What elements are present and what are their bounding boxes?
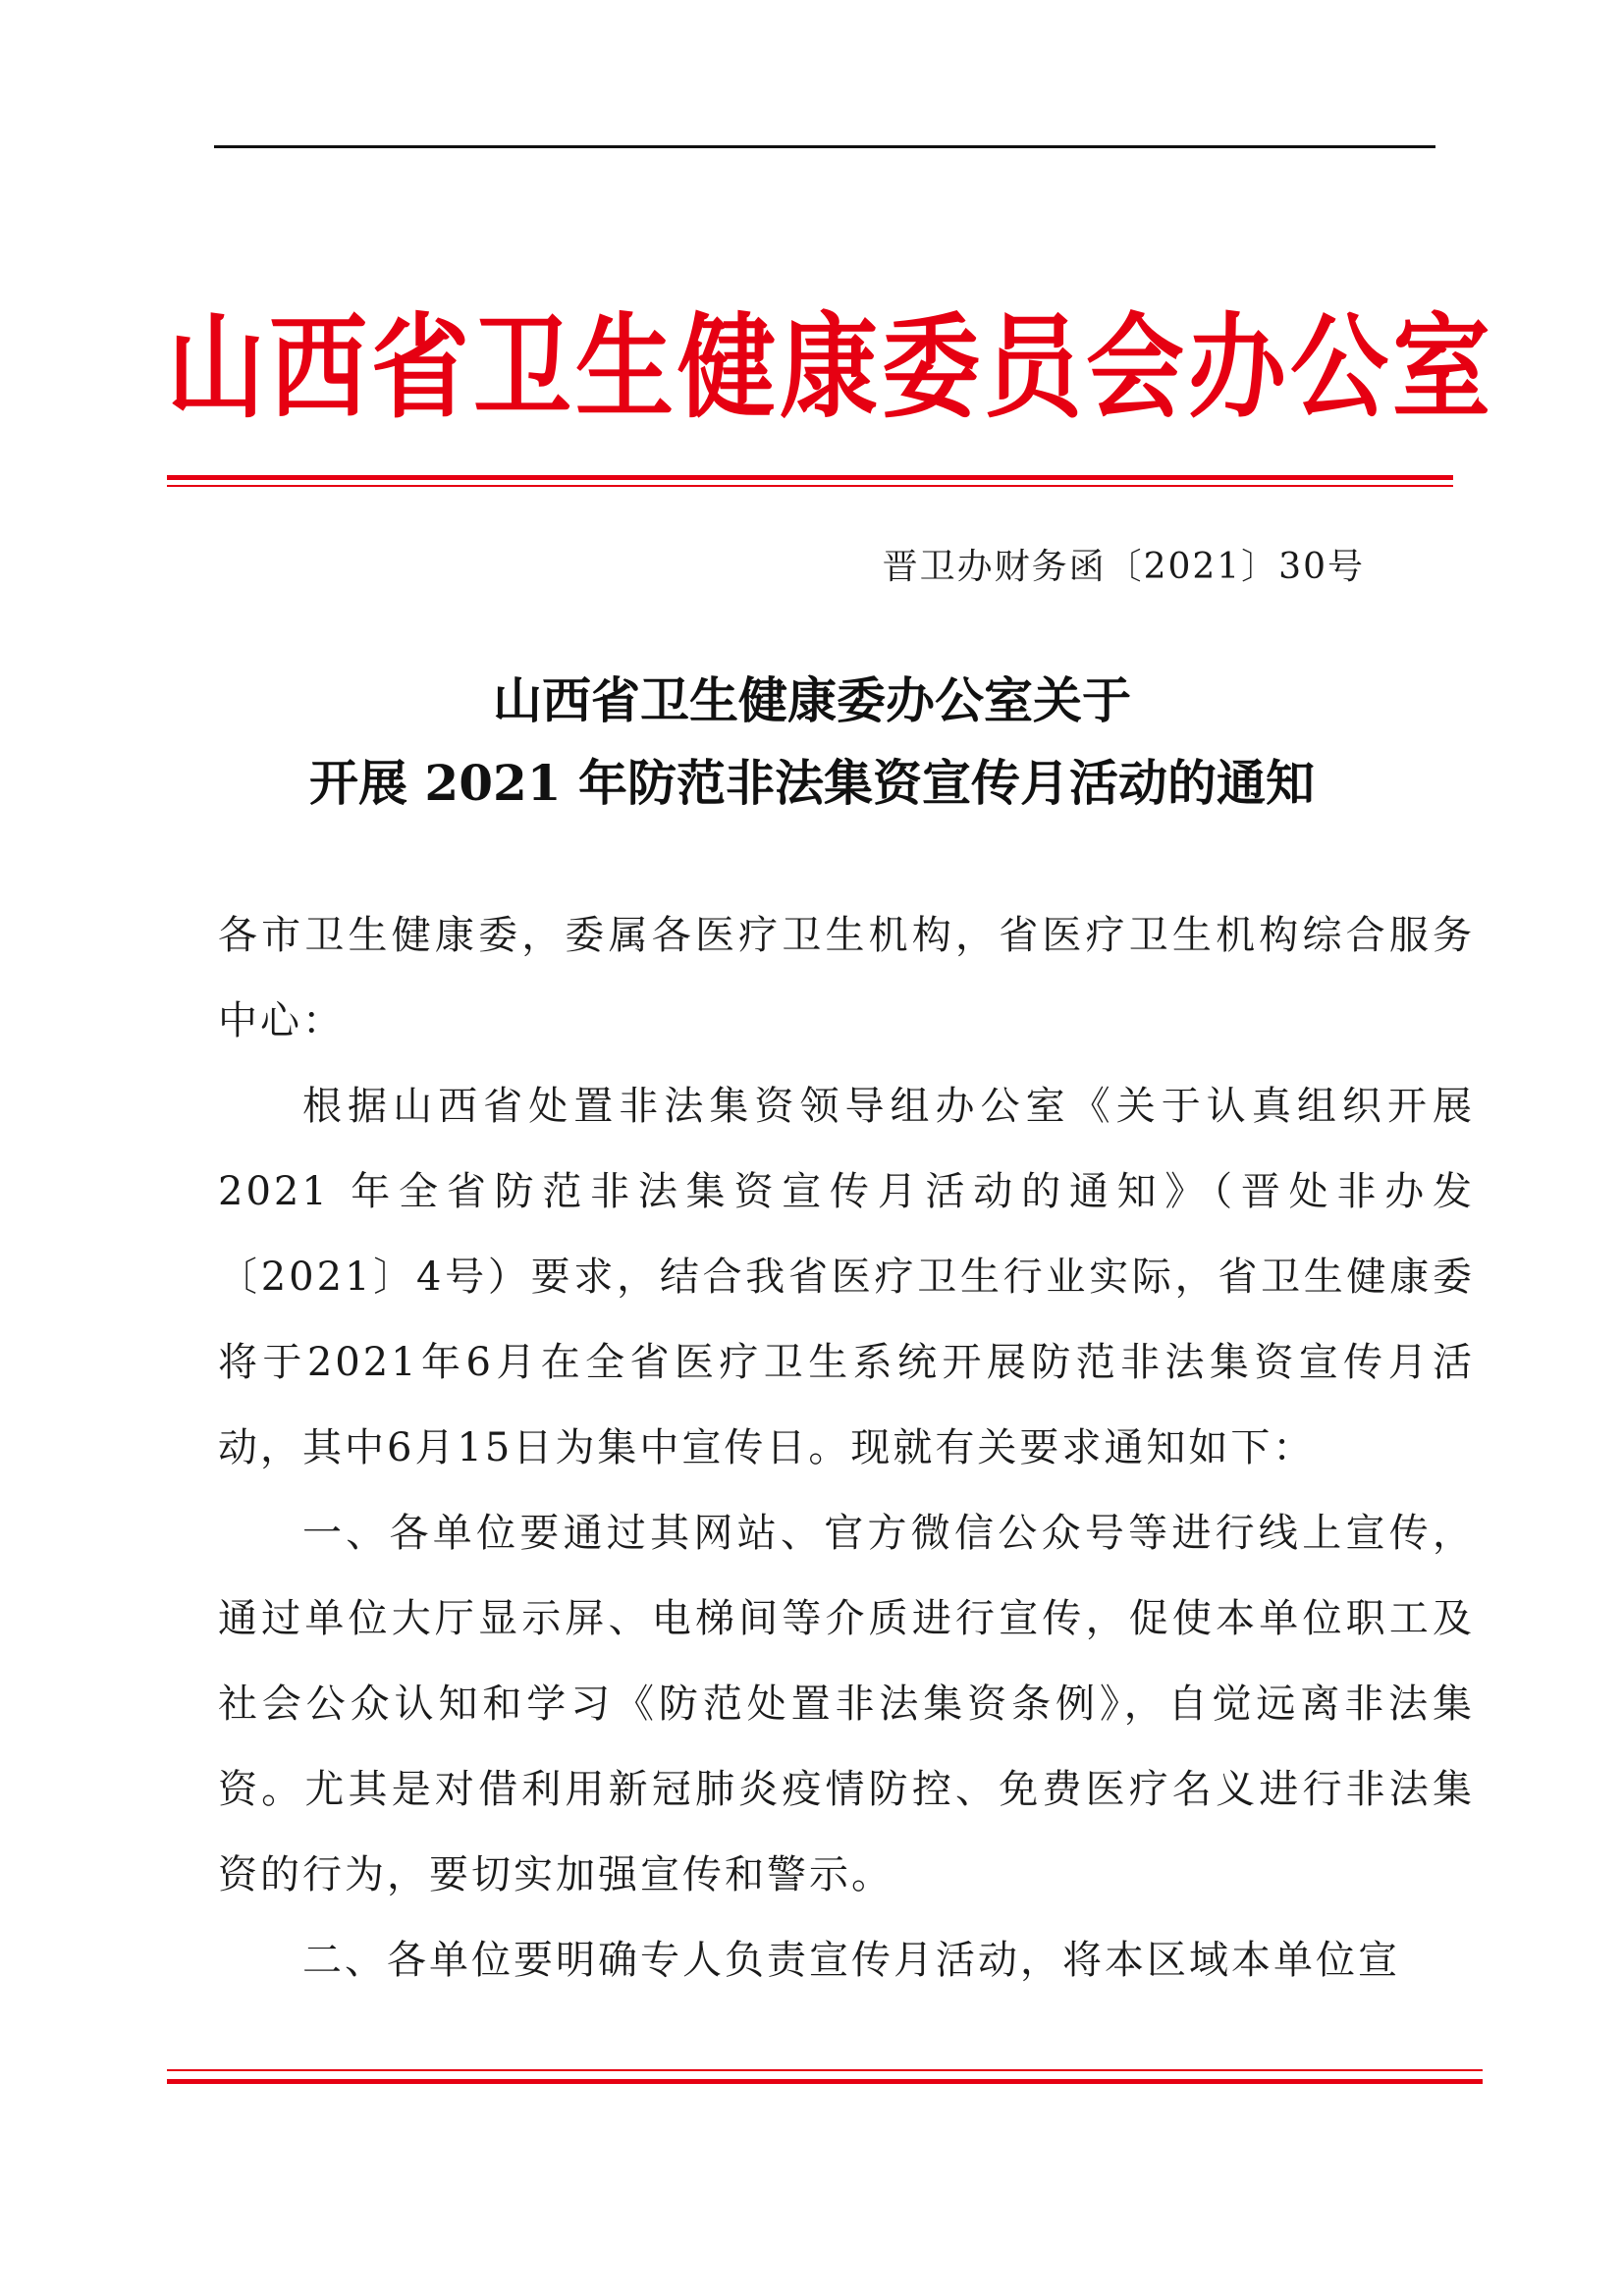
footer-red-rule-thick xyxy=(167,2079,1483,2084)
issuing-authority-header: 山西省卫生健康委员会办公室 xyxy=(167,301,1494,434)
body-paragraph-1: 根据山西省处置非法集资领导组办公室《关于认真组织开展2021 年全省防范非法集资宣传月活动的通知》（晋处非办发〔2021〕4号）要求，结合我省医疗卫生行业实际，省卫生健康委将于2021年6月在全省医疗卫生系统开展防范非法集资宣传月活动，其中6月15日为集中宣传日。现就有关要求通知如下： xyxy=(218,1084,1475,1470)
recipients-paragraph: 各市卫生健康委，委属各医疗卫生机构，省医疗卫生机构综合服务中心： xyxy=(218,913,1475,1043)
document-title xyxy=(118,660,1506,825)
body-paragraph-3: 二、各单位要明确专人负责宣传月活动，将本区域本单位宣 xyxy=(302,1938,1400,1983)
header-red-rule-thick xyxy=(167,475,1453,480)
header-red-rule-thin xyxy=(167,485,1453,487)
top-rule xyxy=(214,145,1435,148)
document-body xyxy=(218,893,1475,2003)
document-title-line-1: 山西省卫生健康委办公室关于 xyxy=(493,671,1131,729)
document-title-line-2: 开展 2021 年防范非法集资宣传月活动的通知 xyxy=(309,754,1315,812)
body-paragraph-2: 一、各单位要通过其网站、官方微信公众号等进行线上宣传，通过单位大厅显示屏、电梯间等介质进行宣传，促使本单位职工及社会公众认知和学习《防范处置非法集资条例》，自觉远离非法集资。尤其是对借利用新冠肺炎疫情防控、免费医疗名义进行非法集资的行为，要切实加强宣传和警示。 xyxy=(218,1511,1475,1897)
footer-red-rule-thin xyxy=(167,2069,1483,2071)
document-number: 晋卫办财务函〔2021〕30号 xyxy=(882,547,1365,587)
